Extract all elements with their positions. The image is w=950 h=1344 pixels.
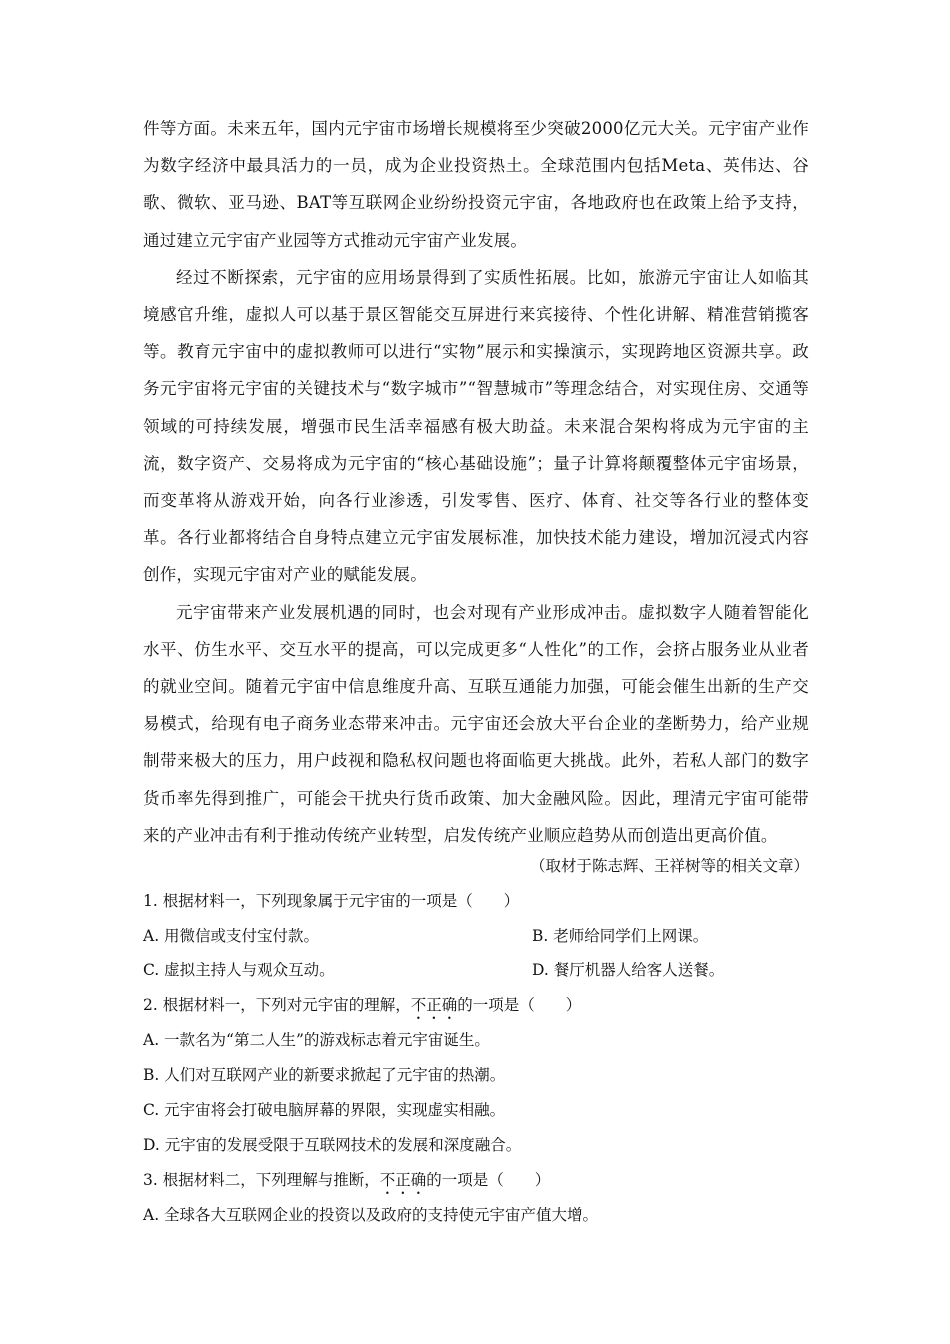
question-1-option-d: D. 餐厅机器人给客人送餐。 (532, 961, 725, 979)
question-3-stem-prefix: 3. 根据材料二，下列理解与推断， (143, 1171, 380, 1189)
question-2-option-a: A. 一款名为“第二人生”的游戏标志着元宇宙诞生。 (143, 1031, 490, 1049)
question-2-stem-suffix: 的一项是（ ） (457, 996, 582, 1014)
source-citation: （取材于陈志辉、王祥树等的相关文章） (529, 857, 809, 875)
passage-body (143, 110, 809, 854)
paragraph-1: 件等方面。未来五年，国内元宇宙市场增长规模将至少突破2000亿元大关。元宇宙产业作为数字经济中最具活力的一员，成为企业投资热土。全球范围内包括Meta、英伟达、谷歌、微软、亚马逊、BAT等互联网企业纷纷投资元宇宙，各地政府也在政策上给予支持，通过建立元宇宙产业园等方式推动元宇宙产业发展。 (143, 119, 809, 250)
question-2-option-c: C. 元宇宙将会打破电脑屏幕的界限，实现虚实相融。 (143, 1101, 506, 1119)
paragraph-2: 经过不断探索，元宇宙的应用场景得到了实质性拓展。比如，旅游元宇宙让人如临其境感官升维，虚拟人可以基于景区智能交互屏进行来宾接待、个性化讲解、精准营销揽客等。教育元宇宙中的虚拟教师可以进行“实物”展示和实操演示，实现跨地区资源共享。政务元宇宙将元宇宙的关键技术与“数字城市”“智慧城市”等理念结合，对实现住房、交通等领域的可持续发展，增强市民生活幸福感有极大助益。未来混合架构将成为元宇宙的主流，数字资产、交易将成为元宇宙的“核心基础设施”；量子计算将颠覆整体元宇宙场景，而变革将从游戏开始，向各行业渗透，引发零售、医疗、体育、社交等各行业的整体变革。各行业都将结合自身特点建立元宇宙发展标准，加快技术能力建设，增加沉浸式内容创作，实现元宇宙对产业的赋能发展。 (143, 267, 809, 585)
question-2-option-d: D. 元宇宙的发展受限于互联网技术的发展和深度融合。 (143, 1136, 522, 1154)
question-3-stem-suffix: 的一项是（ ） (426, 1171, 551, 1189)
question-3-stem (143, 1165, 550, 1198)
question-3-option-a: A. 全球各大互联网企业的投资以及政府的支持使元宇宙产值大增。 (143, 1206, 599, 1224)
question-2-option-b: B. 人们对互联网产业的新要求掀起了元宇宙的热潮。 (143, 1066, 506, 1084)
question-2-emphasis: 不正确 (410, 996, 458, 1014)
question-2-stem-prefix: 2. 根据材料一，下列对元宇宙的理解， (143, 996, 411, 1014)
question-1-option-a: A. 用微信或支付宝付款。 (143, 927, 320, 945)
question-3-emphasis: 不正确 (379, 1171, 427, 1189)
question-1-option-b: B. 老师给同学们上网课。 (532, 927, 709, 945)
question-2-stem (143, 990, 581, 1023)
question-1-option-c: C. 虚拟主持人与观众互动。 (143, 961, 335, 979)
paragraph-3: 元宇宙带来产业发展机遇的同时，也会对现有产业形成冲击。虚拟数字人随着智能化水平、仿生水平、交互水平的提高，可以完成更多“人性化”的工作，会挤占服务业从业者的就业空间。随着元宇宙中信息维度升高、互联互通能力加强，可能会催生出新的生产交易模式，给现有电子商务业态带来冲击。元宇宙还会放大平台企业的垄断势力，给产业规制带来极大的压力，用户歧视和隐私权问题也将面临更大挑战。此外，若私人部门的数字货币率先得到推广，可能会干扰央行货币政策、加大金融风险。因此，理清元宇宙可能带来的产业冲击有利于推动传统产业转型，启发传统产业顺应趋势从而创造出更高价值。 (143, 602, 809, 845)
question-1-stem: 1. 根据材料一，下列现象属于元宇宙的一项是（ ） (143, 892, 520, 910)
